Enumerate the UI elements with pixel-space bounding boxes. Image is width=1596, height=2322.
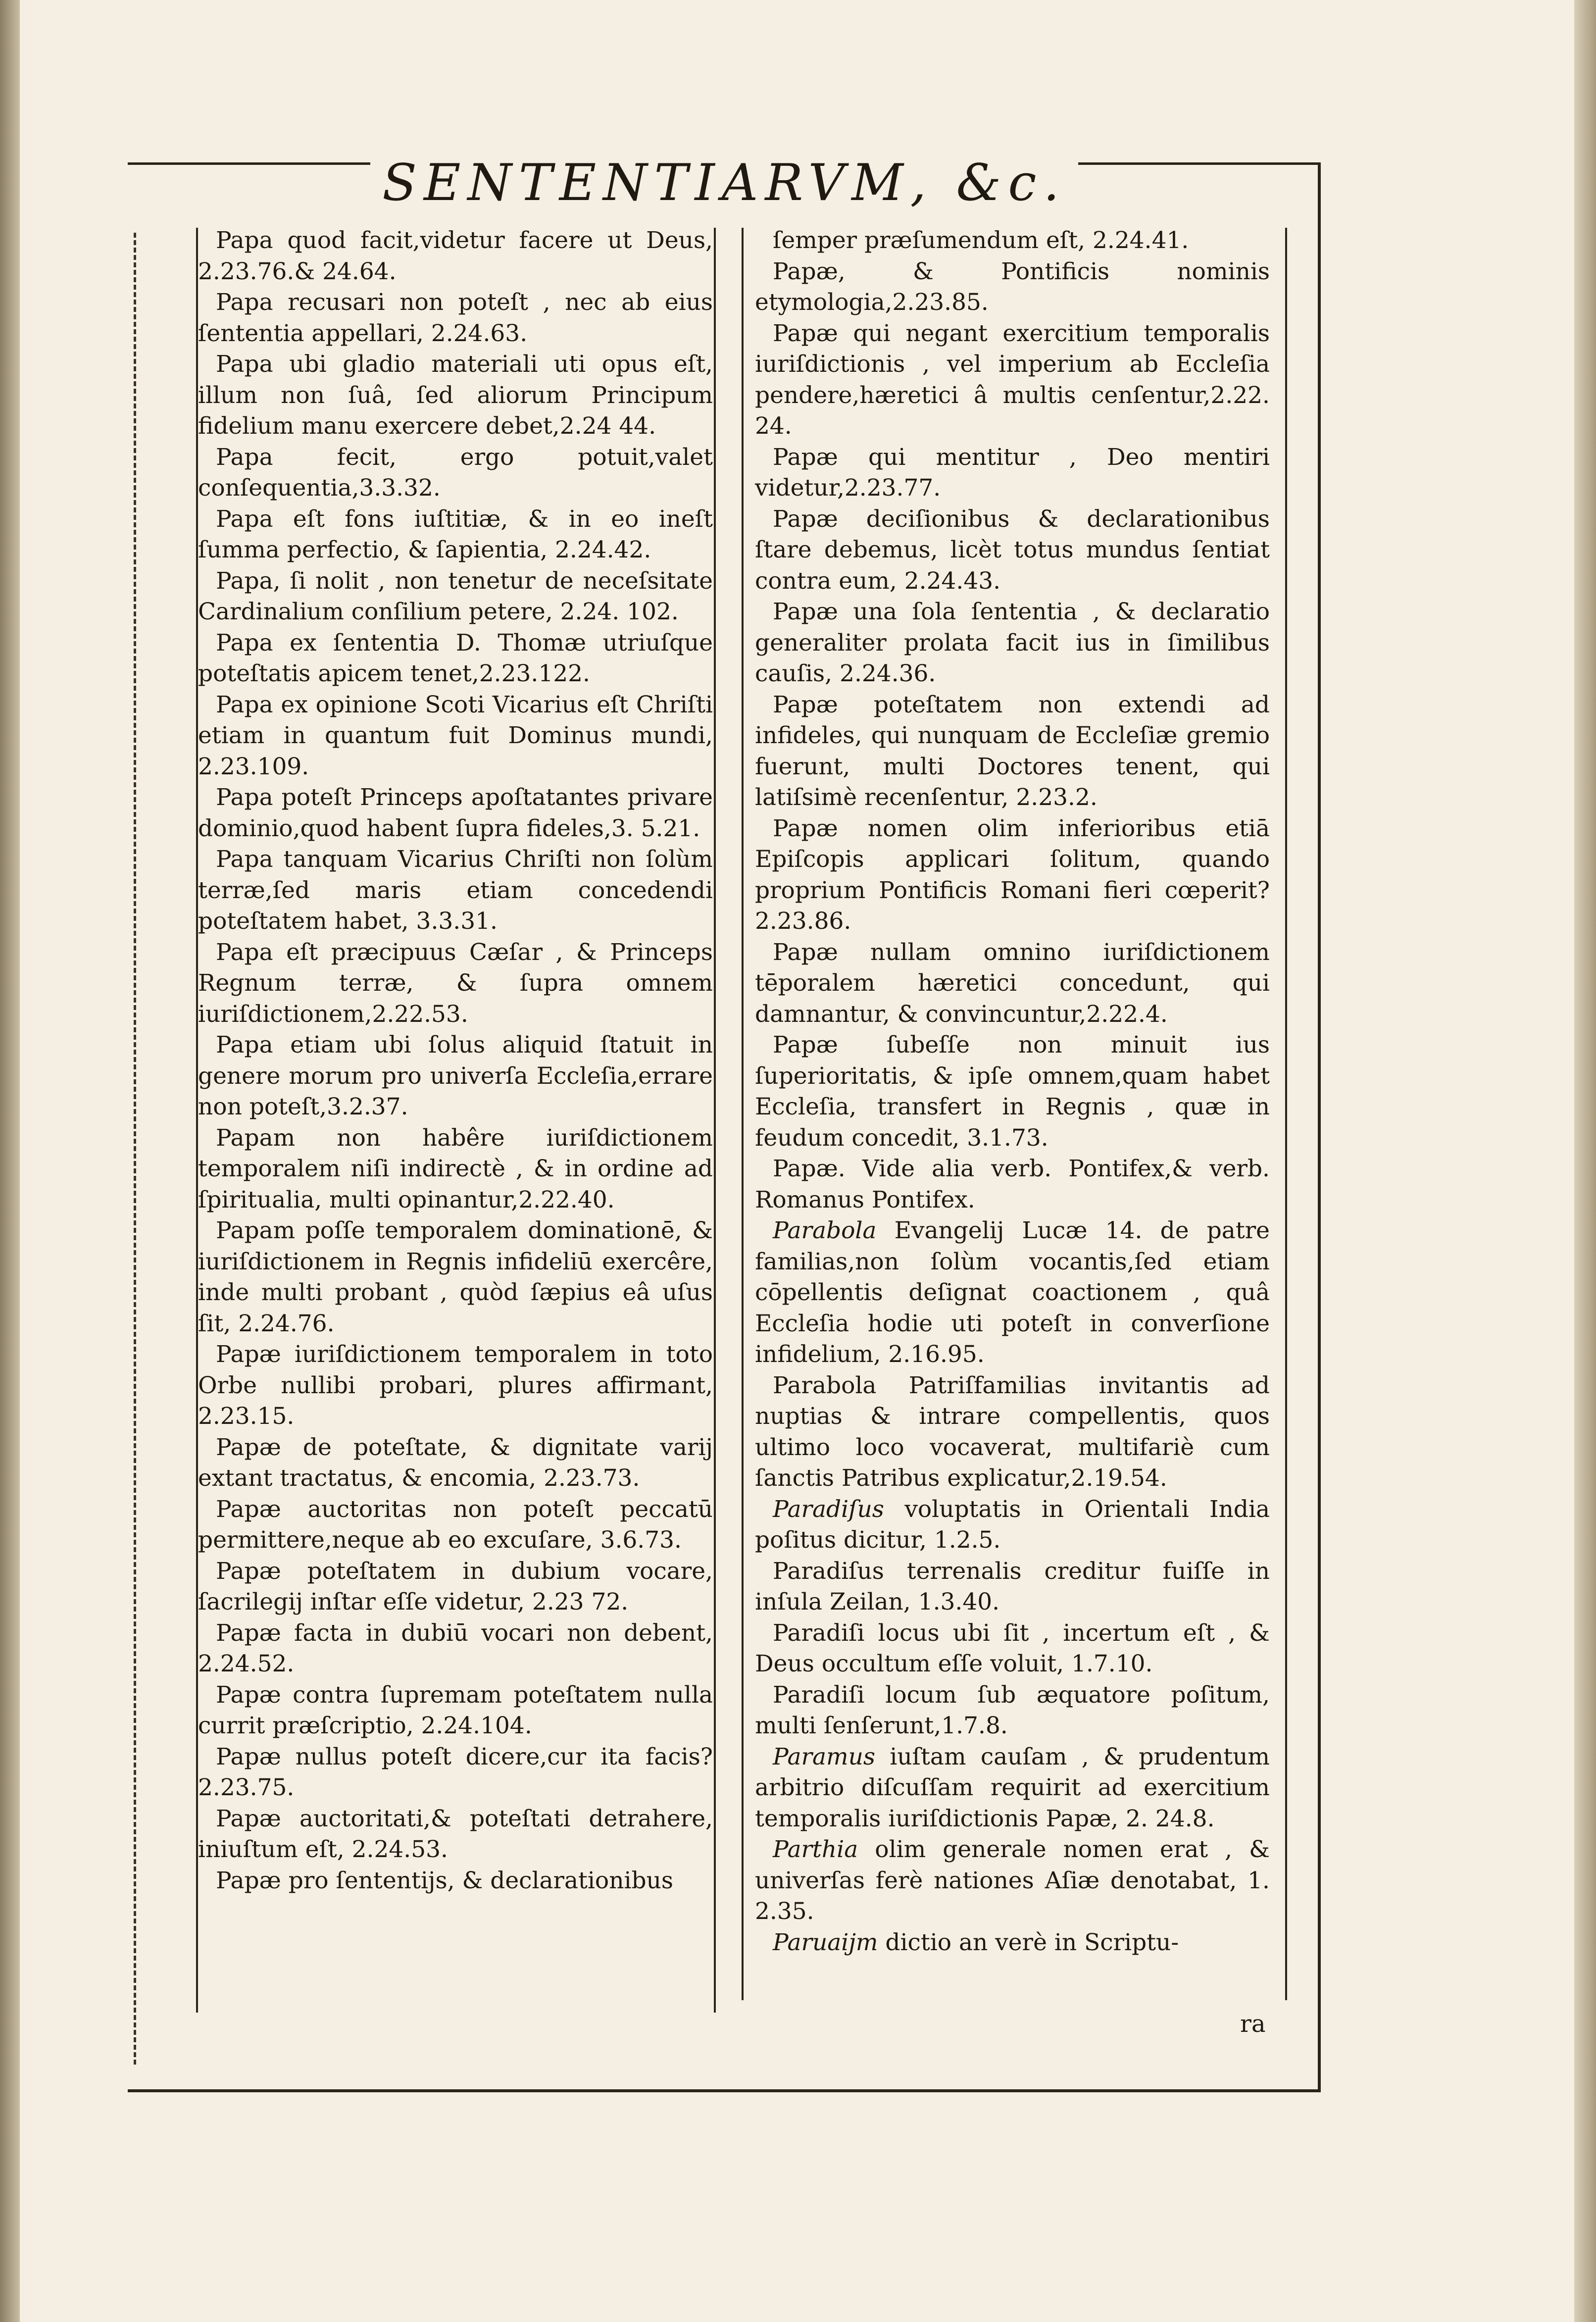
index-entry: Papa ex ſententia D. Thomæ utriuſque poteſtatis apicem tenet,2.23.122. — [198, 629, 713, 687]
index-entry: Papa eſt præcipuus Cæſar , & Princeps Regnum terræ, & ſupra omnem iuriſdictionem,2.22.53. — [198, 938, 713, 1028]
index-entry — [755, 1834, 1270, 1927]
entry-text: Papæ ſubeſſe non minuit ius ſuperioritatis, & ipſe omnem,quam habet Eccleſia, transfert in Regnis , quæ in feudum concedit, 3.1.73. — [755, 1031, 1270, 1152]
entry-text: Paradiſi locum ſub æquatore poſitum, multi ſenſerunt,1.7.8. — [755, 1681, 1270, 1739]
index-entry — [755, 1556, 1270, 1618]
index-entry — [755, 256, 1270, 318]
left-dashed-border — [134, 233, 136, 2065]
entry-text: olim generale nomen erat , & univerſas ferè nationes Aſiæ denotabat, 1. 2.35. — [755, 1836, 1270, 1925]
index-entry — [755, 1154, 1270, 1215]
index-entry: Papam non habêre iuriſdictionem temporalem niſi indirectè , & in ordine ad ſpiritualia, multi opinantur,2.22.40. — [198, 1124, 713, 1213]
entry-text: Papæ poteſtatem non extendi ad infideles, qui nunquam de Eccleſiæ gremio fuerunt, multi Doctores tenent, qui latiſsimè recenſentur, 2.23.2. — [755, 691, 1270, 811]
index-entry: Papæ poteſtatem in dubium vocare, ſacrilegij inſtar eſſe videtur, 2.23 72. — [198, 1557, 713, 1615]
entry-text: Papæ deciſionibus & declarationibus ſtare debemus, licèt totus mundus ſentiat contra eum, 2.24.43. — [755, 505, 1270, 595]
index-entry: Papæ nullus poteſt dicere,cur ita facis? 2.23.75. — [198, 1743, 713, 1801]
index-entry — [755, 504, 1270, 597]
index-entry — [755, 1927, 1270, 1959]
right-column-rule-inner — [742, 228, 744, 2000]
index-entry — [755, 937, 1270, 1030]
running-head — [128, 149, 1321, 218]
entry-headword: Paradiſus — [773, 1495, 884, 1523]
entry-text: dictio an verè in Scriptu- — [878, 1928, 1179, 1956]
index-entry: Papa ubi gladio materiali uti opus eſt, illum non ſuâ, ſed aliorum Principum fidelium manu exercere debet,2.24 44. — [198, 351, 713, 440]
index-entry — [755, 1618, 1270, 1680]
index-entry — [755, 813, 1270, 937]
index-column-left — [198, 225, 713, 1896]
index-entry: Papam poſſe temporalem dominationē, & iuriſdictionem in Regnis infideliū exercêre, inde multi probant , quòd ſæpius eâ uſus ſit, 2.24.76. — [198, 1217, 713, 1337]
index-entry: Papa quod facit,videtur facere ut Deus, 2.23.76.& 24.64. — [198, 227, 713, 285]
index-entry: Papa, ſi nolit , non tenetur de neceſsitate Cardinalium conſilium petere, 2.24. 102. — [198, 567, 713, 625]
entry-text: Evangelij Lucæ 14. de patre familias,non ſolùm vocantis,ſed etiam cōpellentis deſignat coactionem , quâ Eccleſia hodie uti poteſt in converſione infidelium, 2.16.95. — [755, 1217, 1270, 1368]
index-entry: Papæ contra ſupremam poteſtatem nulla currit præſcriptio, 2.24.104. — [198, 1681, 713, 1739]
index-entry — [755, 1494, 1270, 1556]
entry-headword: Parthia — [773, 1836, 858, 1863]
page-fore-edge — [1574, 0, 1596, 2322]
index-entry: Papa recusari non poteſt , nec ab eius ſententia appellari, 2.24.63. — [198, 289, 713, 347]
index-entry: Papæ auctoritas non poteſt peccatū permittere,neque ab eo excuſare, 3.6.73. — [198, 1495, 713, 1554]
index-entry — [755, 1370, 1270, 1494]
entry-text: Papæ. Vide alia verb. Pontifex,& verb. Romanus Pontifex. — [755, 1155, 1270, 1213]
catchword: ra — [1240, 2010, 1266, 2038]
entry-text: Papæ qui negant exercitium temporalis iuriſdictionis , vel imperium ab Eccleſia pendere,hæretici â multis cenſentur,2.22. 24. — [755, 319, 1270, 440]
entry-text: Parabola Patriſfamilias invitantis ad nuptias & intrare compellentis, quos ultimo loco vocaverat, multifariè cum ſanctis Patribus explicatur,2.19.54. — [755, 1371, 1270, 1492]
index-entry: Papa ex opinione Scoti Vicarius eſt Chriſti etiam in quantum fuit Dominus mundi, 2.23.109. — [198, 691, 713, 780]
entry-text: Paradiſus terrenalis creditur fuiſſe in inſula Zeilan, 1.3.40. — [755, 1557, 1270, 1615]
index-entry — [755, 1215, 1270, 1370]
entry-text: Papæ, & Pontificis nominis etymologia,2.23.85. — [755, 257, 1270, 316]
index-entry: Papa fecit, ergo potuit,valet conſequentia,3.3.32. — [198, 443, 713, 502]
left-column-rule-inner — [714, 228, 716, 2013]
entry-headword: Paruaijm — [773, 1928, 878, 1956]
index-entry — [755, 1030, 1270, 1154]
index-entry — [755, 1680, 1270, 1742]
index-entry: Papæ de poteſtate, & dignitate varij extant tractatus, & encomia, 2.23.73. — [198, 1433, 713, 1492]
entry-headword: Paramus — [773, 1743, 875, 1770]
book-gutter-edge — [0, 0, 20, 2322]
index-entry — [755, 442, 1270, 504]
index-entry — [755, 597, 1270, 690]
index-entry — [755, 318, 1270, 442]
running-head-text: SENTENTIARVM, &c. — [370, 153, 1078, 212]
index-entry — [755, 225, 1270, 256]
index-entry — [755, 1742, 1270, 1835]
entry-text: Paradiſi locus ubi ſit , incertum eſt , & Deus occultum eſſe voluit, 1.7.10. — [755, 1619, 1270, 1677]
index-entry: Papæ facta in dubiū vocari non debent, 2.24.52. — [198, 1619, 713, 1677]
entry-text: Papæ una ſola ſententia , & declaratio generaliter prolata facit ius in ſimilibus cauſis, 2.24.36. — [755, 598, 1270, 687]
entry-text: Papæ nomen olim inferioribus etiā Epiſcopis applicari ſolitum, quando proprium Pontificis Romani fieri cœperit? 2.23.86. — [755, 814, 1270, 935]
index-entry: Papæ pro ſententijs, & declarationibus — [216, 1867, 674, 1894]
entry-headword: Parabola — [773, 1217, 877, 1244]
entry-text: iuſtam cauſam , & prudentum arbitrio diſcuſſam requirit ad exercitium temporalis iuriſdictionis Papæ, 2. 24.8. — [755, 1743, 1270, 1832]
index-entry: Papa etiam ubi ſolus aliquid ſtatuit in genere morum pro univerſa Eccleſia,errare non poteſt,3.2.37. — [198, 1031, 713, 1120]
entry-text: voluptatis in Orientali India poſitus dicitur, 1.2.5. — [755, 1495, 1270, 1554]
entry-text: ſemper præſumendum eſt, 2.24.41. — [773, 227, 1189, 254]
index-entry — [755, 690, 1270, 813]
index-entry: Papa poteſt Princeps apoſtatantes privare dominio,quod habent ſupra fideles,3. 5.21. — [198, 784, 713, 842]
entry-text: Papæ qui mentitur , Deo mentiri videtur,2.23.77. — [755, 443, 1270, 502]
index-column-right — [755, 225, 1270, 1958]
index-entry: Papæ iuriſdictionem temporalem in toto Orbe nullibi probari, plures affirmant, 2.23.15. — [198, 1341, 713, 1430]
entry-text: Papæ nullam omnino iuriſdictionem tēporalem hæretici concedunt, qui damnantur, & convincuntur,2.22.4. — [755, 938, 1270, 1028]
index-entry: Papa tanquam Vicarius Chriſti non ſolùm terræ,ſed maris etiam concedendi poteſtatem habet, 3.3.31. — [198, 846, 713, 935]
index-entry: Papa eſt fons iuſtitiæ, & in eo ineſt ſumma perfectio, & ſapientia, 2.24.42. — [198, 505, 713, 563]
right-column-rule-outer — [1285, 228, 1287, 2000]
index-entry: Papæ auctoritati,& poteſtati detrahere, iniuſtum eſt, 2.24.53. — [198, 1805, 713, 1863]
